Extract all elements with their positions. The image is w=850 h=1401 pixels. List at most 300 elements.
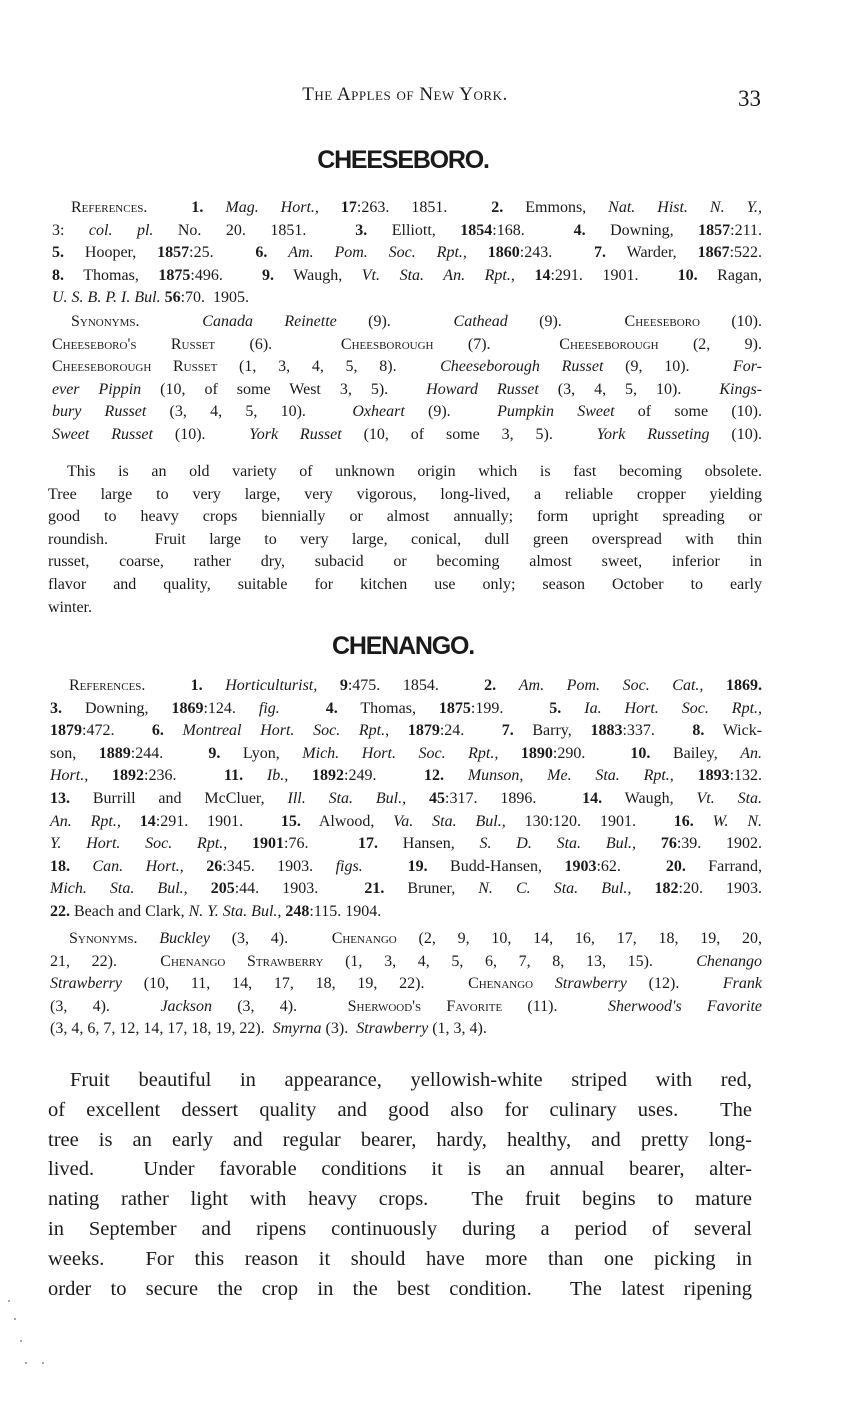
italic-text: Mich. Sta. Bul.,	[50, 880, 188, 898]
bold-number: 1883	[590, 722, 623, 740]
small-caps-text: Sherwood's Favorite	[347, 997, 503, 1015]
text: :20. 1903.	[678, 880, 763, 898]
text	[515, 267, 535, 284]
text: (6).	[215, 335, 341, 353]
text-line	[52, 220, 762, 243]
text: Burrill and McCluer,	[70, 789, 288, 807]
text: :44. 1903.	[234, 880, 365, 898]
text-line	[52, 197, 762, 220]
small-caps-text: References.	[69, 677, 146, 694]
text-line	[48, 1215, 752, 1245]
references-block	[50, 675, 762, 924]
italic-text: An. Rpt.,	[50, 812, 121, 830]
text-line	[48, 461, 762, 484]
text	[243, 767, 267, 784]
italic-text: Chenango	[696, 952, 763, 970]
bold-number: 1.	[190, 677, 203, 694]
text	[164, 722, 183, 739]
text: :115. 1904.	[309, 902, 382, 920]
text-line	[52, 401, 762, 424]
italic-text: Nat. Hist. N. Y.,	[608, 199, 762, 216]
italic-text: Oxheart	[352, 403, 405, 421]
bold-number: 5.	[52, 244, 64, 262]
text-line	[48, 1096, 752, 1126]
text: (1, 3, 4, 5, 8).	[217, 358, 441, 376]
text: Elliott,	[367, 221, 461, 239]
small-caps-text: Cheeseboro	[624, 313, 700, 330]
bold-number: 2.	[484, 677, 497, 694]
text: :236.	[144, 767, 225, 785]
text-line	[50, 951, 762, 974]
bold-number: 18.	[50, 857, 70, 875]
italic-text: Vt. Sta. An. Rpt.,	[361, 266, 515, 284]
text	[145, 677, 190, 694]
text-line	[52, 287, 762, 310]
bold-number: 4.	[573, 221, 586, 239]
small-caps-text: Cheeseborough	[559, 335, 659, 353]
italic-text: Am. Pom. Soc. Cat.,	[518, 677, 704, 694]
bold-number: 7.	[594, 244, 607, 262]
speck	[20, 1340, 22, 1342]
text	[147, 199, 191, 216]
text: Ragan,	[697, 266, 763, 284]
text: roundish. Fruit large to very large, conical, dull green overspread with thin	[48, 530, 762, 548]
text: Beach and Clark,	[70, 902, 189, 920]
text: Lyon,	[220, 744, 303, 762]
bold-number: 11.	[224, 767, 244, 785]
text: 21, 22).	[50, 952, 161, 970]
bold-number: 1879	[407, 722, 440, 740]
text: :337.	[622, 722, 693, 740]
text-line	[48, 574, 762, 597]
text: (9).	[336, 313, 454, 330]
text	[406, 790, 429, 807]
small-caps-text: References.	[71, 199, 148, 216]
text: son,	[50, 744, 99, 762]
text: (3, 4, 5, 10).	[538, 380, 720, 398]
text: (1, 3, 4, 5, 6, 7, 8, 13, 15).	[323, 952, 697, 970]
text-line	[50, 928, 762, 951]
text: :24.	[439, 722, 502, 740]
text: flavor and quality, suitable for kitchen use only; season October to early	[48, 575, 762, 593]
text: :70. 1905.	[180, 289, 250, 307]
running-head: The Apples of New York.	[302, 84, 508, 105]
text: :496.	[190, 266, 262, 284]
text: 3:	[52, 221, 89, 239]
bold-number: 1901	[252, 835, 285, 853]
text: Barry,	[513, 722, 591, 740]
bold-number: 17.	[358, 835, 379, 853]
text: Hooper,	[64, 244, 158, 262]
text	[280, 700, 326, 717]
text: Thomas,	[64, 266, 159, 284]
text: (2, 9).	[658, 335, 763, 353]
bold-number: 1893	[697, 767, 730, 785]
text: winter.	[48, 598, 92, 616]
italic-text: Am. Pom. Soc. Rpt.,	[288, 244, 467, 262]
bold-number: 16.	[673, 812, 694, 830]
text: :317. 1896.	[445, 789, 583, 807]
text-line	[48, 1126, 752, 1156]
text: in September and ripens continuously during a period of several	[48, 1217, 752, 1240]
italic-text: York Russet	[249, 425, 342, 443]
text: :290.	[552, 744, 631, 762]
bold-number: 26	[206, 857, 223, 875]
bold-number: 20.	[665, 857, 686, 875]
bold-number: 1860	[487, 244, 520, 262]
text: russet, coarse, rather dry, subacid or becoming almost sweet, inferior in	[48, 553, 762, 571]
text	[88, 767, 112, 784]
italic-text: Canada Reinette	[202, 313, 337, 330]
bold-number: 8.	[692, 722, 705, 740]
bold-number: 21.	[364, 880, 385, 898]
text	[188, 880, 211, 897]
text-line	[48, 1245, 752, 1275]
italic-text: Ib.,	[266, 767, 289, 785]
bold-number: 19.	[407, 857, 428, 875]
bold-number: 1854	[460, 221, 493, 239]
bold-number: 1890	[520, 744, 553, 762]
text: (3, 4).	[209, 930, 332, 947]
bold-number: 9	[339, 677, 348, 694]
text: (10).	[152, 425, 250, 443]
italic-text: U. S. B. P. I. Bul.	[52, 289, 161, 307]
references-block	[52, 197, 762, 310]
bold-number: 9.	[208, 744, 221, 762]
text	[184, 858, 206, 875]
small-caps-text: Synonyms.	[71, 313, 140, 330]
text: :522.	[729, 244, 763, 262]
text: order to secure the crop in the best condition. The latest ripening	[48, 1277, 752, 1300]
small-caps-text: Chenango Strawberry	[160, 952, 324, 970]
text: :263. 1851.	[356, 199, 492, 216]
italic-text: Strawberry	[50, 975, 122, 993]
text-line	[52, 356, 762, 379]
text	[288, 767, 312, 784]
text: (2, 9, 10, 14, 16, 17, 18, 19, 20,	[396, 930, 763, 947]
speck	[8, 1300, 10, 1302]
text-line	[52, 242, 762, 265]
text: :25.	[189, 244, 256, 262]
italic-text: Frank	[722, 975, 763, 993]
section-title: CHEESEBORO.	[317, 146, 489, 174]
text: of excellent dessert quality and good also for culinary uses. The	[48, 1098, 752, 1121]
italic-text: col. pl.	[88, 221, 154, 239]
text-line	[50, 833, 762, 856]
text: of some (10).	[614, 403, 762, 421]
text-line	[50, 878, 762, 901]
text: :211.	[730, 221, 762, 239]
text: Thomas,	[337, 699, 439, 717]
text: nating rather light with heavy crops. The fruit begins to mature	[48, 1188, 752, 1211]
text: :76.	[284, 835, 359, 853]
text-line	[50, 1018, 762, 1041]
text: :345. 1903.	[222, 857, 336, 875]
text: :124.	[203, 699, 259, 717]
text: (11).	[502, 997, 609, 1015]
italic-text: Kings-	[719, 380, 763, 398]
bold-number: 1879	[50, 722, 82, 740]
bold-number: 10.	[677, 266, 698, 284]
text-line	[52, 311, 762, 334]
text	[267, 244, 288, 261]
text: (7).	[433, 335, 560, 353]
text: Alwood,	[300, 812, 394, 830]
text: :291. 1901.	[155, 812, 281, 830]
text: :39. 1902.	[676, 835, 763, 853]
text	[533, 975, 555, 992]
text: Warder,	[606, 244, 698, 262]
italic-text: Buckley	[159, 930, 210, 947]
section-title: CHENANGO.	[332, 632, 474, 660]
italic-text: Vt. Sta.	[696, 789, 763, 807]
bold-number: 1892	[112, 767, 145, 785]
text: Downing,	[585, 221, 699, 239]
italic-text: Pumpkin Sweet	[497, 403, 615, 421]
text	[363, 858, 408, 875]
bold-number: 3.	[355, 221, 368, 239]
text: (3, 4, 6, 7, 12, 14, 17, 18, 19, 22).	[50, 1020, 273, 1038]
text: :62.	[596, 857, 666, 875]
text: (10).	[699, 313, 763, 330]
page-number: 33	[738, 86, 761, 111]
text: Downing,	[62, 699, 172, 717]
italic-text: Smyrna	[272, 1020, 322, 1038]
italic-text: Ill. Sta. Bul.,	[287, 789, 407, 807]
bold-number: 13.	[50, 789, 70, 807]
bold-number: 1892	[312, 767, 345, 785]
text: Farrand,	[685, 857, 763, 875]
text-line	[48, 529, 762, 552]
small-caps-text: Cheeseborough Russet	[52, 358, 218, 376]
text: Wick-	[704, 722, 763, 740]
text: Budd-Hansen,	[427, 857, 565, 875]
text-line	[48, 597, 762, 620]
text: 130:120. 1901.	[505, 812, 674, 830]
bold-number: 22.	[50, 902, 70, 920]
italic-text: Can. Hort.,	[92, 857, 184, 875]
text: (1, 3, 4).	[428, 1020, 487, 1038]
text: (9).	[404, 403, 498, 421]
bold-number: 15.	[280, 812, 301, 830]
italic-text: bury Russet	[52, 403, 147, 421]
bold-number: 10.	[630, 744, 651, 762]
bold-number: 56	[164, 289, 181, 307]
text: (3, 4).	[211, 997, 348, 1015]
synonyms-block	[50, 928, 762, 1041]
italic-text: Cathead	[453, 313, 508, 330]
italic-text: Mich. Hort. Soc. Rpt.,	[302, 744, 499, 762]
text: No. 20. 1851.	[153, 221, 356, 239]
text-line	[48, 1275, 752, 1305]
small-caps-text: Cheesborough	[340, 335, 434, 353]
text: (12).	[626, 975, 723, 993]
text: Hansen,	[378, 835, 480, 853]
text: :243.	[519, 244, 595, 262]
text	[203, 677, 226, 694]
italic-text: Montreal Hort. Soc. Rpt.,	[182, 722, 390, 740]
text	[317, 677, 340, 694]
text-line	[50, 743, 762, 766]
text: :291. 1901.	[550, 266, 678, 284]
italic-text: Y. Hort. Soc. Rpt.,	[50, 835, 228, 853]
speck	[14, 1318, 16, 1320]
text-line	[50, 856, 762, 879]
text	[389, 722, 408, 739]
bold-number: 6.	[151, 722, 164, 740]
italic-text: Strawberry	[554, 975, 627, 993]
text	[227, 835, 252, 852]
italic-text: Mag. Hort.,	[225, 199, 319, 216]
text	[121, 813, 140, 830]
italic-text: Va. Sta. Bul.,	[393, 812, 506, 830]
bold-number: 3.	[50, 699, 62, 717]
italic-text: Sherwood's Favorite	[608, 997, 763, 1015]
text: Bruner,	[384, 880, 479, 898]
bold-number: 1875	[158, 266, 191, 284]
bold-number: 1857	[157, 244, 190, 262]
text-line	[50, 765, 762, 788]
text-line	[48, 1066, 752, 1096]
italic-text: N. Y. Sta. Bul.,	[188, 902, 282, 920]
italic-text: Howard Russet	[426, 380, 539, 398]
bold-number: 8.	[52, 266, 64, 284]
text	[631, 880, 654, 897]
text: lived. Under favorable conditions it is an annual bearer, alter-	[48, 1158, 752, 1181]
bold-number: 45	[429, 789, 446, 807]
italic-text: Strawberry	[356, 1020, 429, 1038]
bold-number: 1903	[564, 857, 597, 875]
text: (3).	[321, 1020, 357, 1038]
small-caps-text: Synonyms.	[69, 930, 138, 947]
bold-number: 17	[340, 199, 357, 216]
text-line	[52, 265, 762, 288]
text: :199.	[470, 699, 550, 717]
bold-number: 1869.	[726, 677, 763, 694]
text	[467, 244, 488, 261]
text-line	[50, 811, 762, 834]
text: good to heavy crops biennially or almost annually; form upright spreading or	[48, 508, 762, 526]
text: weeks. For this reason it should have more than one picking in	[48, 1247, 752, 1270]
text: Waugh,	[274, 266, 362, 284]
text-line	[48, 551, 762, 574]
text: (10).	[709, 425, 763, 443]
description-paragraph	[48, 1066, 752, 1304]
italic-text: figs.	[335, 857, 363, 875]
text-line	[50, 675, 762, 698]
text: Tree large to very large, very vigorous, long-lived, a reliable cropper yielding	[48, 485, 762, 503]
italic-text: York Russeting	[596, 425, 710, 443]
text	[319, 199, 341, 216]
italic-text: Sweet Russet	[52, 425, 153, 443]
italic-text: fig.	[258, 699, 280, 717]
bold-number: 1867	[697, 244, 730, 262]
text-line	[50, 698, 762, 721]
bold-number: 14	[534, 266, 551, 284]
text	[496, 677, 519, 694]
text: :132.	[729, 767, 763, 785]
text: :475. 1854.	[347, 677, 485, 694]
text	[444, 767, 468, 784]
text: Bailey,	[650, 744, 741, 762]
text: (9, 10).	[603, 358, 733, 376]
text-line	[50, 788, 762, 811]
text: :168.	[492, 221, 574, 239]
text	[498, 745, 521, 762]
bold-number: 9.	[262, 266, 274, 284]
text	[561, 700, 584, 717]
text-line	[52, 379, 762, 402]
italic-text: An.	[740, 744, 763, 762]
italic-text: S. D. Sta. Bul.,	[479, 835, 637, 853]
bold-number: 1889	[98, 744, 131, 762]
italic-text: Ia. Hort. Soc. Rpt.,	[584, 699, 763, 717]
text: (10, of some West 3, 5).	[141, 380, 427, 398]
bold-number: 6.	[255, 244, 268, 262]
bold-number: 205	[210, 880, 235, 898]
italic-text: Cheeseborough Russet	[440, 358, 604, 376]
text: (3, 4, 5, 10).	[146, 403, 353, 421]
bold-number: 4.	[325, 699, 338, 717]
text-line	[50, 901, 762, 924]
text-line	[50, 720, 762, 743]
text	[140, 313, 203, 330]
italic-text: Munson, Me. Sta. Rpt.,	[467, 767, 674, 785]
bold-number: 7.	[501, 722, 514, 740]
text-line	[48, 506, 762, 529]
italic-text: Horticulturist,	[225, 677, 318, 694]
bold-number: 12.	[424, 767, 445, 785]
text	[674, 767, 698, 784]
text-line	[50, 973, 762, 996]
text: Waugh,	[602, 789, 697, 807]
speck	[25, 1362, 27, 1364]
bold-number: 1.	[191, 199, 204, 216]
text-line	[48, 1185, 752, 1215]
bold-number: 1869	[171, 699, 204, 717]
text: (10, 11, 14, 17, 18, 19, 22).	[122, 975, 469, 993]
bold-number: 5.	[549, 699, 562, 717]
bold-number: 182	[654, 880, 679, 898]
speck	[42, 1362, 44, 1364]
italic-text: ever Pippin	[52, 380, 142, 398]
text	[203, 199, 225, 216]
small-caps-text: Chenango	[468, 975, 534, 993]
text: Fruit beautiful in appearance, yellowish-white striped with red,	[70, 1069, 752, 1091]
text-line	[48, 484, 762, 507]
bold-number: 14.	[582, 789, 603, 807]
bold-number: 248	[285, 902, 310, 920]
text: Emmons,	[503, 199, 609, 216]
italic-text: N. C. Sta. Bul.,	[478, 880, 632, 898]
text	[138, 930, 160, 947]
text	[703, 677, 726, 694]
text: :244.	[130, 744, 209, 762]
small-caps-text: Cheeseboro's Russet	[52, 335, 216, 353]
text-line	[52, 424, 762, 447]
text	[70, 858, 92, 875]
text: (10, of some 3, 5).	[341, 425, 597, 443]
text	[636, 835, 661, 852]
text: :249.	[344, 767, 425, 785]
text-line	[48, 1155, 752, 1185]
description-paragraph	[48, 461, 762, 619]
bold-number: 76	[660, 835, 677, 853]
italic-text: Hort.,	[50, 767, 89, 785]
text-line	[50, 996, 762, 1019]
text: (3, 4).	[50, 997, 161, 1015]
italic-text: W. N.	[712, 812, 763, 830]
